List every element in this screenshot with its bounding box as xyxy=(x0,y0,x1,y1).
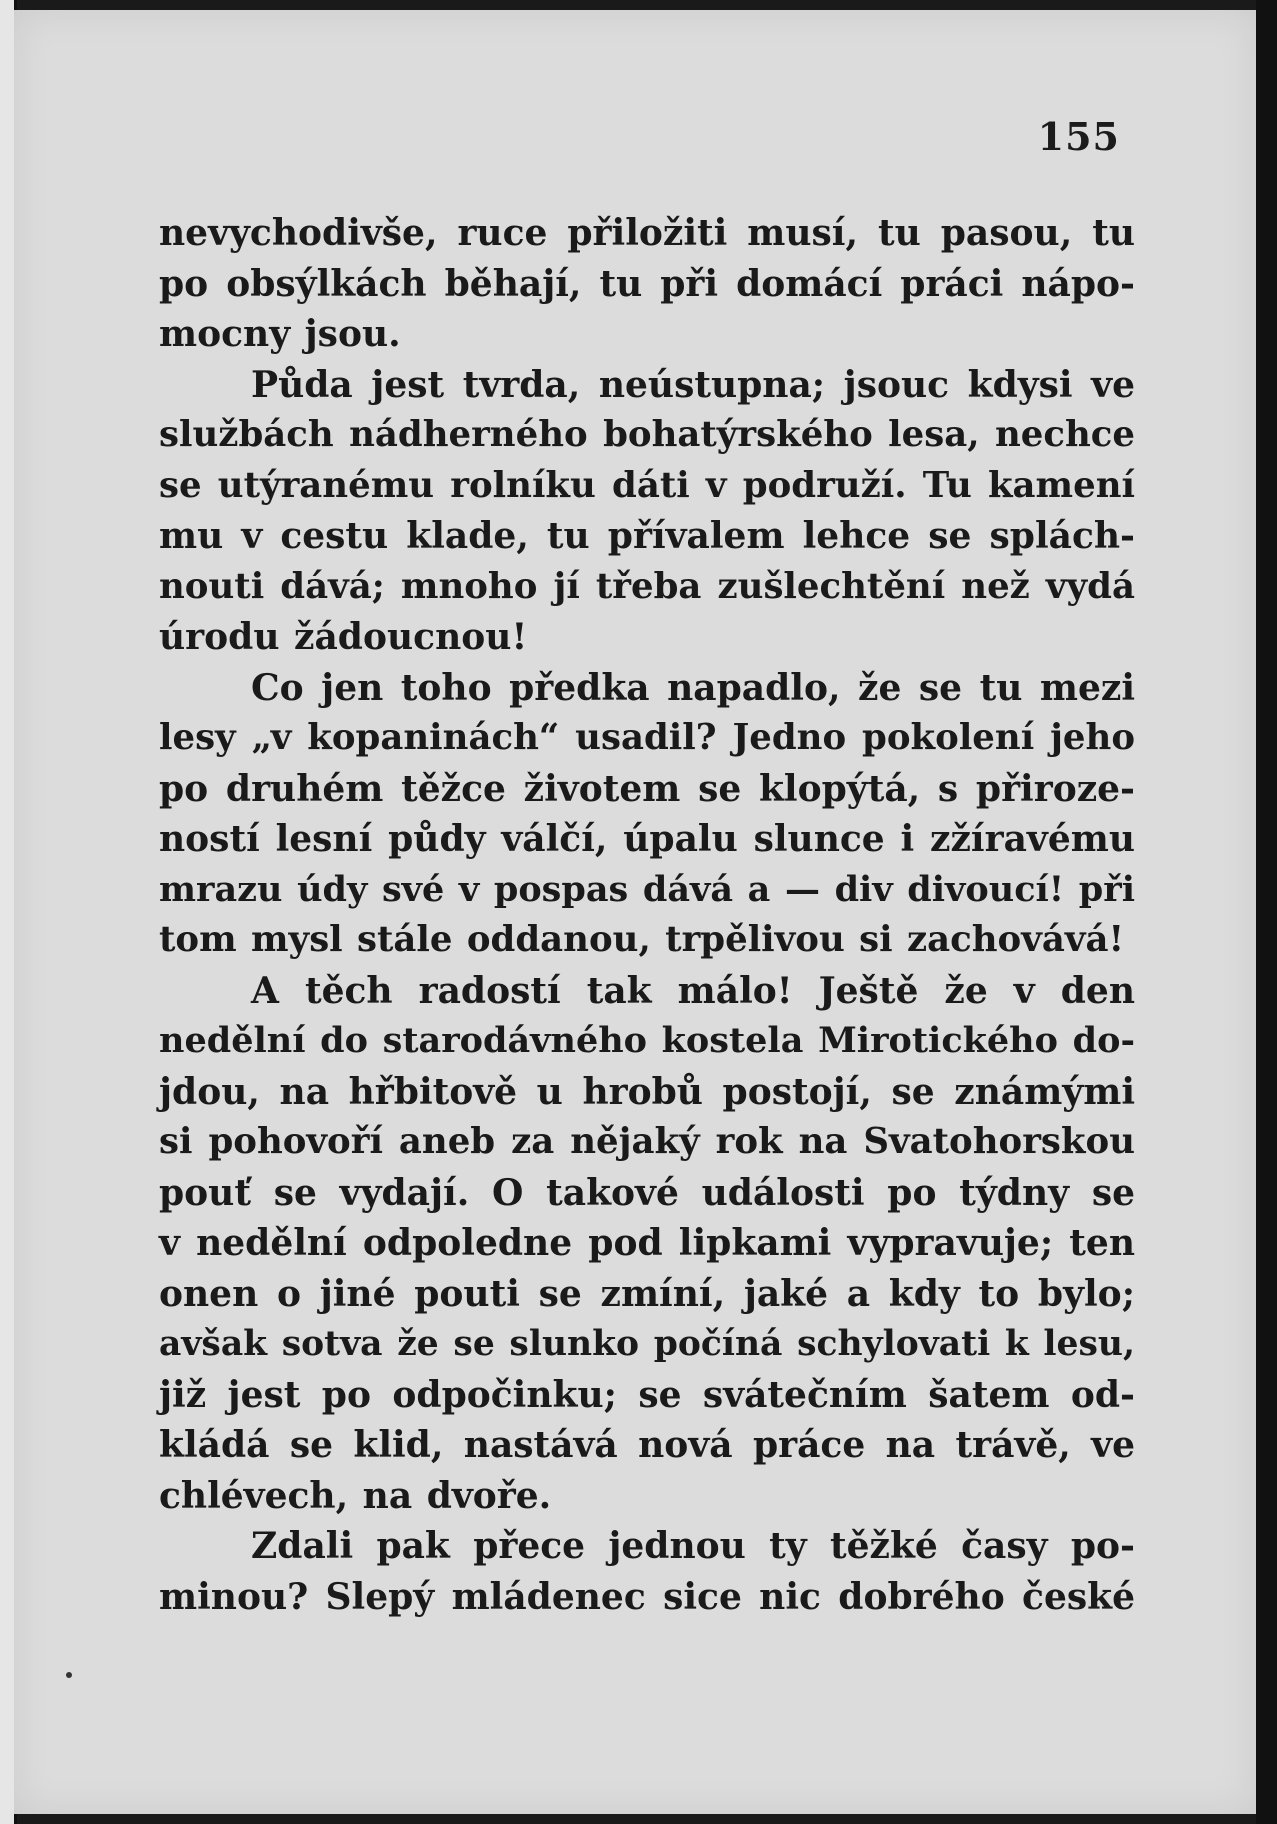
text-line: jdou, na hřbitově u hrobů postojí, se známými xyxy=(159,1070,1135,1113)
text-line: Zdali pak přece jednou ty těžké časy po- xyxy=(251,1525,1135,1567)
text-line: nedělní do starodávného kostela Mirotického do- xyxy=(159,1020,1135,1061)
text-line: se utýranému rolníku dáti v podruží. Tu kamení xyxy=(159,464,1135,506)
text-line: úrodu žádoucnou! xyxy=(159,616,528,658)
book-page xyxy=(14,10,1256,1814)
text-line: kládá se klid, nastává nová práce na trávě, ve xyxy=(159,1424,1135,1466)
text-line: mocny jsou. xyxy=(159,313,401,355)
text-line: Půda jest tvrda, neústupna; jsouc kdysi ve xyxy=(251,363,1135,406)
text-line: nevychodivše, ruce přiložiti musí, tu pasou, tu xyxy=(159,212,1135,254)
text-line: onen o jiné pouti se zmíní, jaké a kdy to bylo; xyxy=(159,1272,1135,1315)
text-line: Co jen toho předka napadlo, že se tu mezi xyxy=(251,666,1135,709)
right-page-edge xyxy=(1256,0,1277,1824)
text-line: lesy „v kopaninách“ usadil? Jedno pokolení jeho xyxy=(159,717,1135,758)
text-line: již jest po odpočinku; se svátečním šatem od- xyxy=(159,1373,1135,1416)
text-line: tom mysl stále oddanou, trpělivou si zachovává! xyxy=(159,919,1125,960)
text-line: v nedělní odpoledne pod lipkami vypravuje; ten xyxy=(159,1222,1135,1264)
text-line: avšak sotva že se slunko počíná schylovati k lesu, xyxy=(159,1324,1135,1364)
print-speck xyxy=(66,1672,72,1678)
text-line: ností lesní půdy válčí, úpalu slunce i zžíravému xyxy=(159,818,1135,860)
text-line: službách nádherného bohatýrského lesa, nechce xyxy=(159,414,1135,455)
text-line: po obsýlkách běhají, tu při domácí práci nápo- xyxy=(159,262,1135,305)
text-line: chlévech, na dvoře. xyxy=(159,1474,552,1517)
text-line: pouť se vydají. O takové události po týdny se xyxy=(159,1171,1135,1214)
text-line: mu v cestu klade, tu přívalem lehce se splách- xyxy=(159,515,1135,557)
text-line: minou? Slepý mládenec sice nic dobrého české xyxy=(159,1575,1135,1618)
text-line: A těch radostí tak málo! Ještě že v den xyxy=(251,969,1135,1012)
page-number: 155 xyxy=(1037,114,1120,159)
body-text xyxy=(159,208,1135,1622)
text-line: po druhém těžce životem se klopýtá, s přiroze- xyxy=(159,767,1135,810)
text-line: mrazu údy své v pospas dává a — div divoucí! při xyxy=(159,868,1135,910)
text-line: nouti dává; mnoho jí třeba zušlechtění než vydá xyxy=(159,565,1135,607)
text-line: si pohovoří aneb za nějaký rok na Svatohorskou xyxy=(159,1121,1135,1162)
